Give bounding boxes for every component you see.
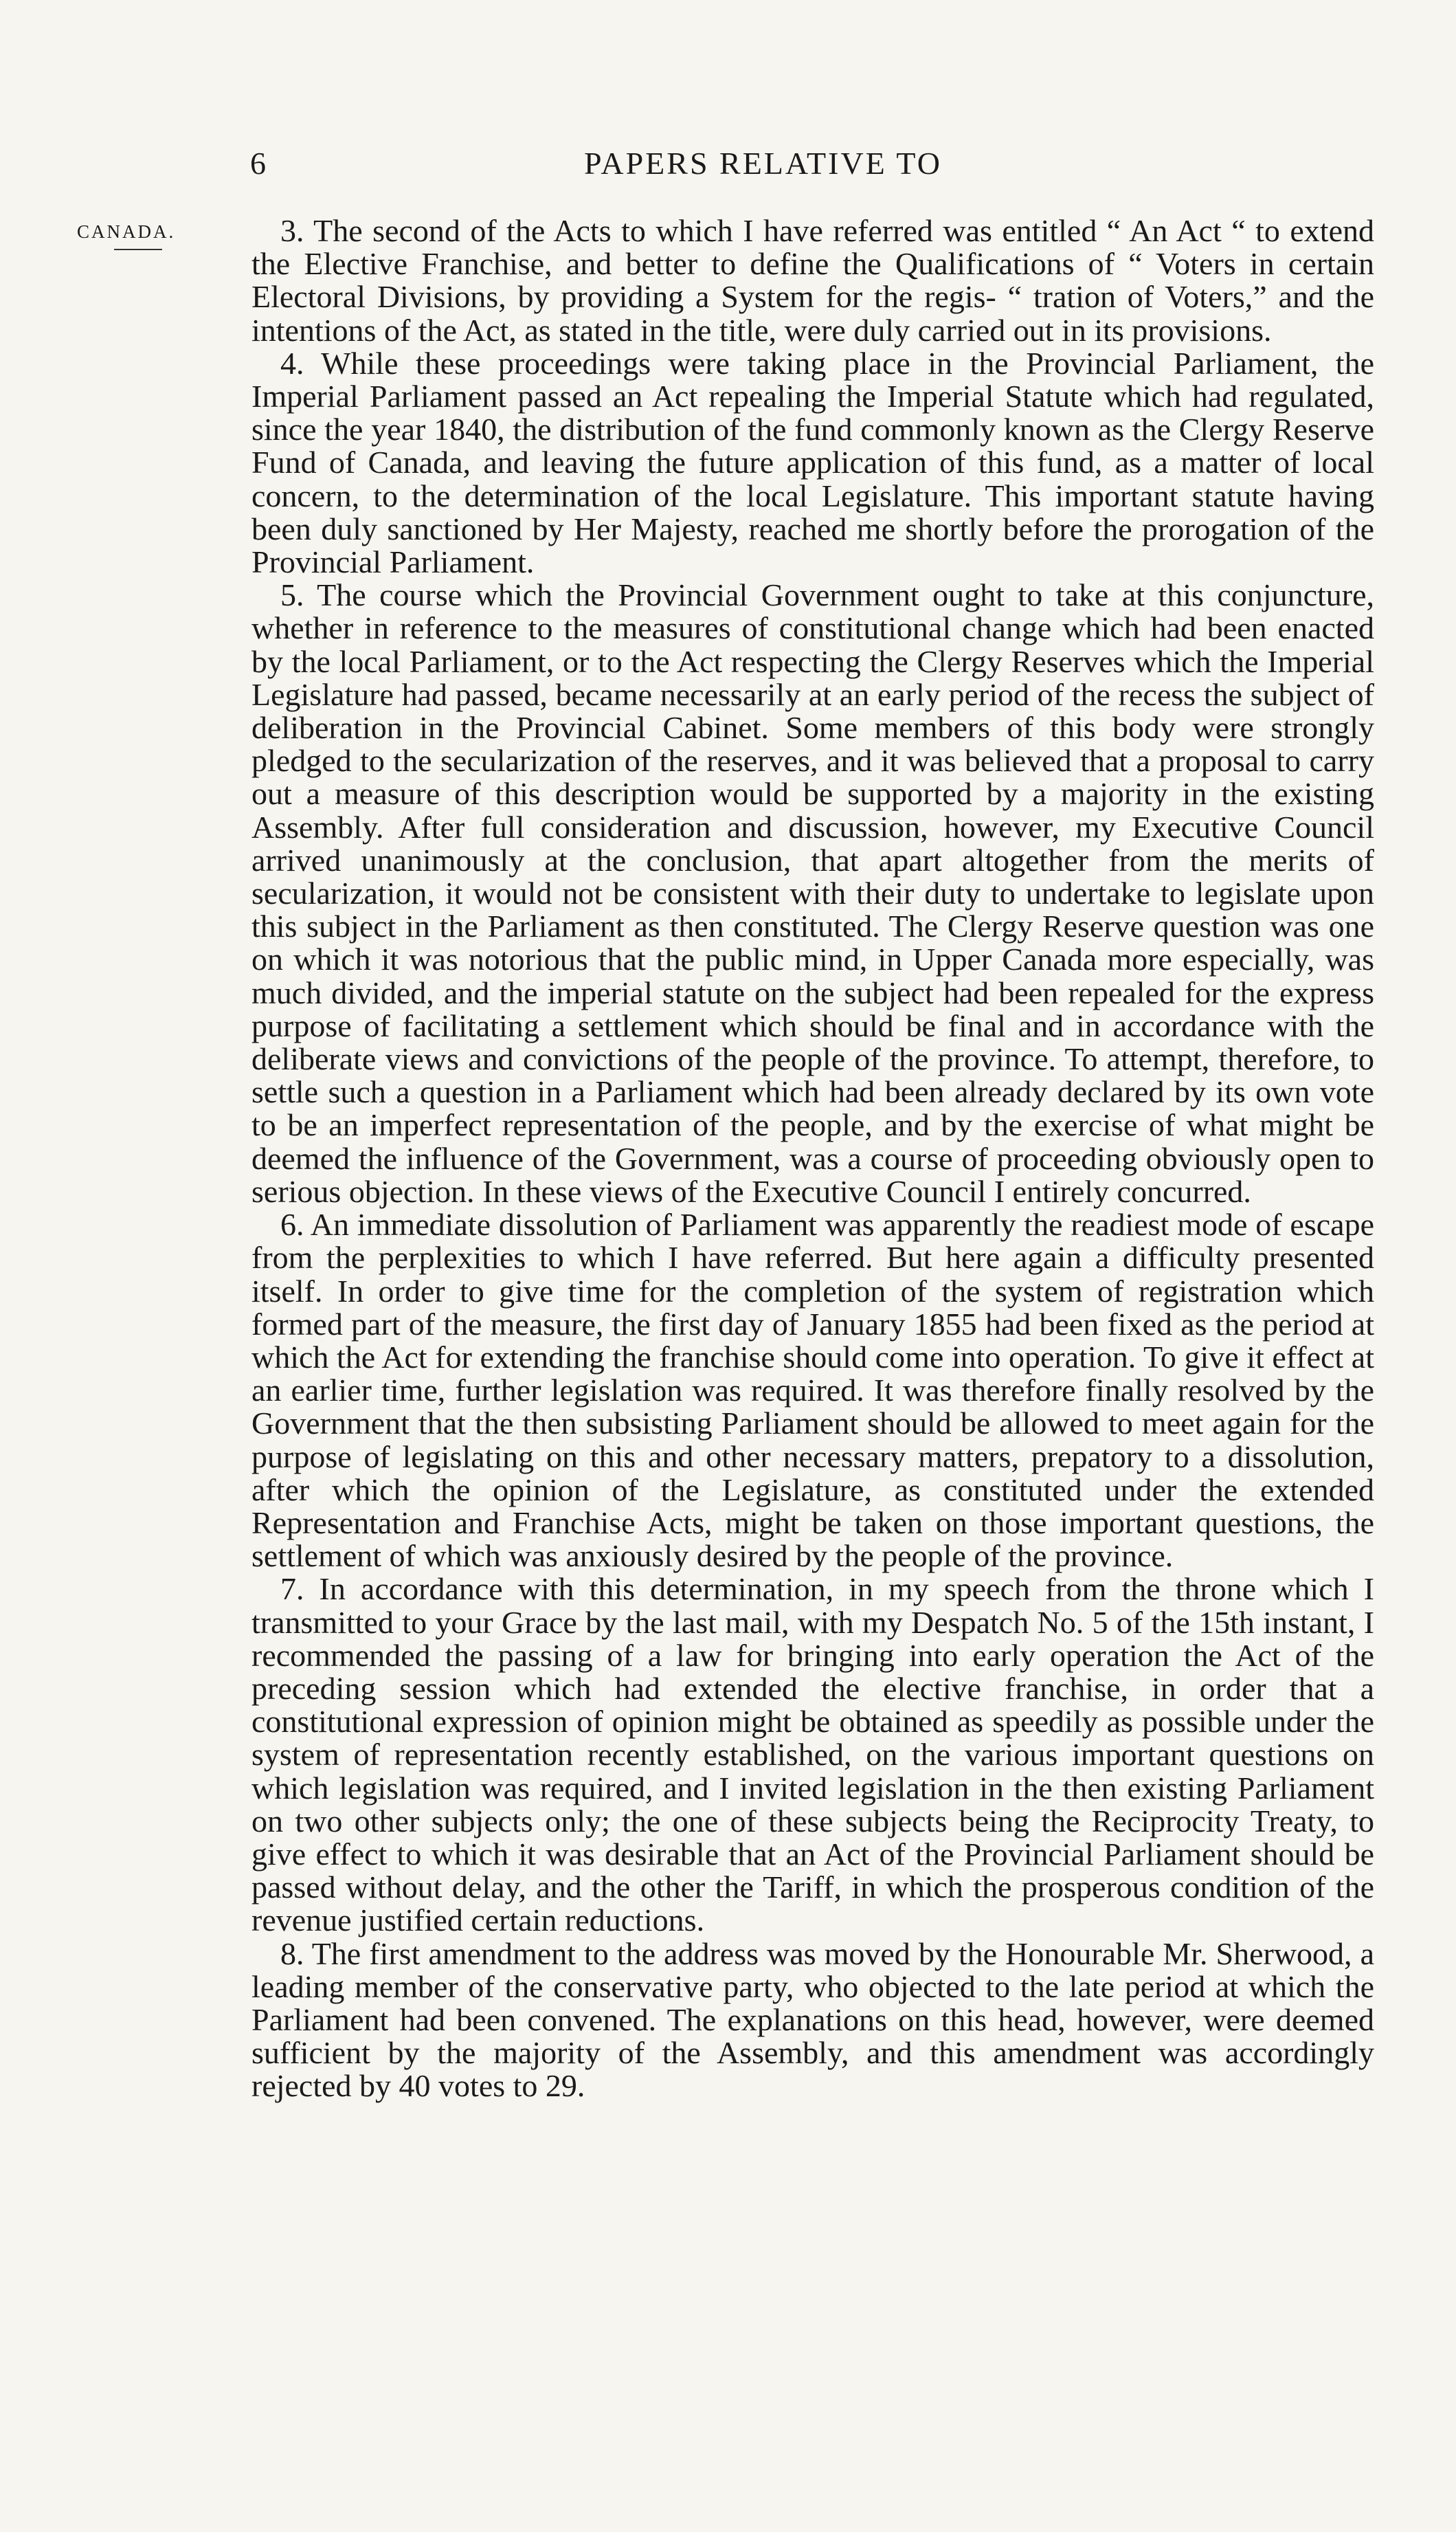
running-title: PAPERS RELATIVE TO [584, 146, 942, 181]
paragraph-7: 7. In accordance with this determination, in my speech from the throne which I transmitted to your Grace by the last mail, with my Despatch No. 5 of the 15th instant, I recommended the passing of a law for bringing into early operation the Act of the preceding session which had extended the elective franchise, in order that a constitutional expression of opinion might be obtained as speedily as possible under the system of representation recently established, on the various important questions on which legislation was required, and I invited legislation in the then existing Parliament on two other subjects only; the one of these subjects being the Reciprocity Treaty, to give effect to which it was desirable that an Act of the Provincial Parliament should be passed without delay, and the other the Tariff, in which the prosperous condition of the revenue justified certain reductions. [251, 1571, 1374, 1938]
paragraph-8: 8. The first amendment to the address was moved by the Honourable Mr. Sherwood, a leading member of the conservative party, who objected to the late period at which the Parliament had been convened. The explanations on this head, however, were deemed sufficient by the majority of the Assembly, and this amendment was accordingly rejected by 40 votes to 29. [251, 1935, 1374, 2104]
body-text [251, 214, 1374, 2103]
page-number: 6 [250, 146, 266, 181]
paragraph-6: 6. An immediate dissolution of Parliament was apparently the readiest mode of escape from the perplexities to which I have referred. But here again a difficulty presented itself. In order to give time for the completion of the system of registration which formed part of the measure, the first day of January 1855 had been fixed as the period at which the Act for extending the franchise should come into operation. To give it effect at an earlier time, further legislation was required. It was therefore finally resolved by the Government that the then subsisting Parliament should be allowed to meet again for the purpose of legislating on this and other necessary matters, prepatory to a dissolution, after which the opinion of the Legislature, as constituted under the extended Representation and Franchise Acts, might be taken on those important questions, the settlement of which was anxiously desired by the people of the province. [251, 1207, 1374, 1574]
paragraph-4: 4. While these proceedings were taking place in the Provincial Parliament, the Imperial Parliament passed an Act repealing the Imperial Statute which had regulated, since the year 1840, the distribution of the fund commonly known as the Clergy Reserve Fund of Canada, and leaving the future application of this fund, as a matter of local concern, to the determination of the local Legislature. This important statute having been duly sanctioned by Her Majesty, reached me shortly before the prorogation of the Provincial Parliament. [251, 345, 1374, 580]
margin-rule [114, 249, 162, 250]
paragraph-3: 3. The second of the Acts to which I have referred was entitled “ An Act “ to extend the Elective Franchise, and better to define the Qualifications of “ Voters in certain Electoral Divisions, by providing a System for the regis- “ tration of Voters,” and the intentions of the Act, as stated in the title, were duly carried out in its provisions. [251, 213, 1374, 348]
paragraph-5: 5. The course which the Provincial Government ought to take at this conjuncture, whether in reference to the measures of constitutional change which had been enacted by the local Parliament, or to the Act respecting the Clergy Reserves which the Imperial Legislature had passed, became necessarily at an early period of the recess the subject of deliberation in the Provincial Cabinet. Some members of this body were strongly pledged to the secularization of the reserves, and it was believed that a proposal to carry out a measure of this description would be supported by a majority in the existing Assembly. After full consideration and discussion, however, my Executive Council arrived unanimously at the conclusion, that apart altogether from the merits of secularization, it would not be consistent with their duty to undertake to legislate upon this subject in the Parliament as then constituted. The Clergy Reserve question was one on which it was notorious that the public mind, in Upper Canada more especially, was much divided, and the imperial statute on the subject had been repealed for the express purpose of facilitating a settlement which should be final and in accordance with the deliberate views and convictions of the people of the province. To attempt, therefore, to settle such a question in a Parliament which had been already declared by its own vote to be an imperfect representation of the people, and by the exercise of what might be deemed the influence of the Government, was a course of proceeding obviously open to serious objection. In these views of the Executive Council I entirely concurred. [251, 577, 1374, 1209]
margin-note: CANADA. [77, 221, 176, 242]
